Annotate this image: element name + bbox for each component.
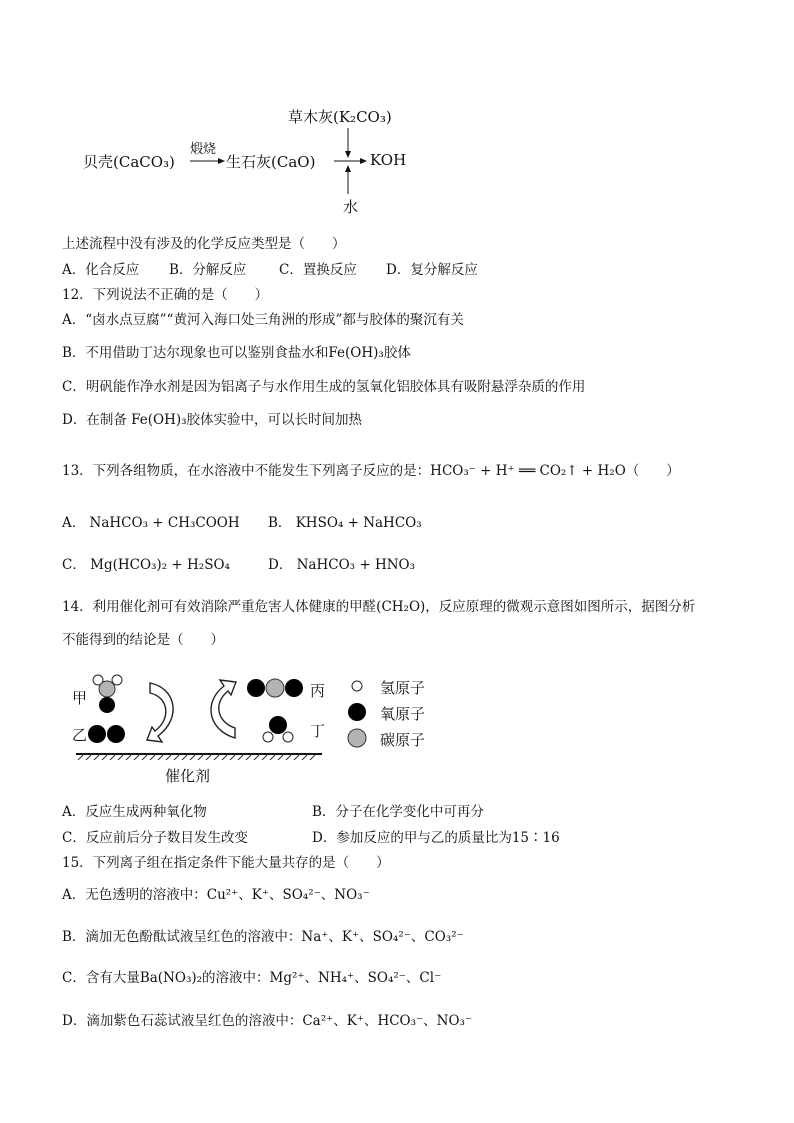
q13-option-c: C． Mg(HCO₃)₂ + H₂SO₄: [62, 557, 230, 573]
flow-left-label: 贝壳(CaCO₃): [83, 153, 175, 171]
label-catalyst: 催化剂: [165, 767, 211, 785]
q14-stem-line2: 不能得到的结论是（ ）: [62, 632, 224, 648]
q14-options-row2: [62, 829, 560, 847]
q11-stem: 上述流程中没有涉及的化学反应类型是（ ）: [62, 236, 346, 252]
q12-option-b: B．不用借助丁达尔现象也可以鉴别食盐水和Fe(OH)₃胶体: [62, 345, 411, 361]
legend-oxygen-label: 氧原子: [380, 705, 426, 723]
catalyst-surface: [76, 754, 322, 760]
curved-arrow-down: [147, 683, 173, 742]
q14-option-a: A．反应生成两种氧化物: [62, 804, 207, 820]
q11-option-d: D．复分解反应: [386, 262, 478, 278]
molecule-water: [263, 716, 293, 742]
q13-stem: 13．下列各组物质，在水溶液中不能发生下列离子反应的是：HCO₃⁻ + H⁺ ══ CO₂↑ + H₂O（ ）: [62, 463, 680, 479]
molecule-carbon-dioxide: [247, 679, 303, 697]
legend-hydrogen-label: 氢原子: [380, 679, 426, 697]
q13-option-d: D． NaHCO₃ + HNO₃: [268, 557, 416, 573]
q15-option-b: B．滴加无色酚酞试液呈红色的溶液中：Na⁺、K⁺、SO₄²⁻、CO₃²⁻: [62, 929, 464, 945]
q13-option-a: A． NaHCO₃ + CH₃COOH: [62, 515, 240, 531]
q12-option-d: D．在制备 Fe(OH)₃胶体实验中，可以长时间加热: [62, 412, 363, 428]
curved-arrow-up: [211, 680, 236, 738]
q15-option-d: D．滴加紫色石蕊试液呈红色的溶液中：Ca²⁺、K⁺、HCO₃⁻、NO₃⁻: [62, 1013, 473, 1029]
q11-option-c: C．置换反应: [279, 262, 357, 278]
q14-option-c: C．反应前后分子数目发生改变: [62, 830, 248, 846]
q11-option-b: B．分解反应: [169, 262, 247, 278]
q15-stem: 15．下列离子组在指定条件下能大量共存的是（ ）: [62, 855, 390, 871]
molecule-oxygen: [88, 725, 125, 743]
q11-option-a: A．化合反应: [62, 262, 140, 278]
q14-options-row1: [62, 803, 484, 821]
label-jia: 甲: [72, 689, 88, 707]
q14-option-b: B．分子在化学变化中可再分: [312, 804, 484, 820]
molecule-formaldehyde: [93, 675, 122, 713]
q15-option-c: C．含有大量Ba(NO₃)₂的溶液中：Mg²⁺、NH₄⁺、SO₄²⁻、Cl⁻: [62, 970, 442, 986]
q13-option-b: B． KHSO₄ + NaHCO₃: [268, 515, 422, 531]
q15-option-a: A．无色透明的溶液中：Cu²⁺、K⁺、SO₄²⁻、NO₃⁻: [62, 887, 370, 903]
legend-oxygen-icon: [348, 703, 366, 721]
legend-carbon-label: 碳原子: [380, 731, 426, 749]
label-bing: 丙: [310, 682, 326, 700]
flow-right-label: KOH: [370, 151, 407, 169]
q12-option-a: A．“卤水点豆腐”“黄河入海口处三角洲的形成”都与胶体的聚沉有关: [62, 312, 464, 328]
flow-bottom-label: 水: [343, 198, 359, 216]
legend-carbon-icon: [348, 729, 366, 747]
label-ding: 丁: [310, 722, 326, 740]
legend-hydrogen-icon: [352, 681, 362, 691]
label-yi: 乙: [72, 726, 88, 744]
flow-middle-label: 生石灰(CaO): [226, 153, 316, 171]
flow-arrow-label: 煅烧: [190, 142, 217, 157]
q14-option-d: D．参加反应的甲与乙的质量比为15∶16: [312, 830, 560, 846]
q12-option-c: C．明矾能作净水剂是因为铝离子与水作用生成的氢氧化铝胶体具有吸附悬浮杂质的作用: [62, 379, 586, 395]
q12-stem: 12．下列说法不正确的是（ ）: [62, 287, 269, 303]
q14-stem-line1: 14．利用催化剂可有效消除严重危害人体健康的甲醛(CH₂O)，反应原理的微观示意图如图所示，据图分析: [62, 599, 696, 615]
flow-top-label: 草木灰(K₂CO₃): [288, 108, 392, 126]
